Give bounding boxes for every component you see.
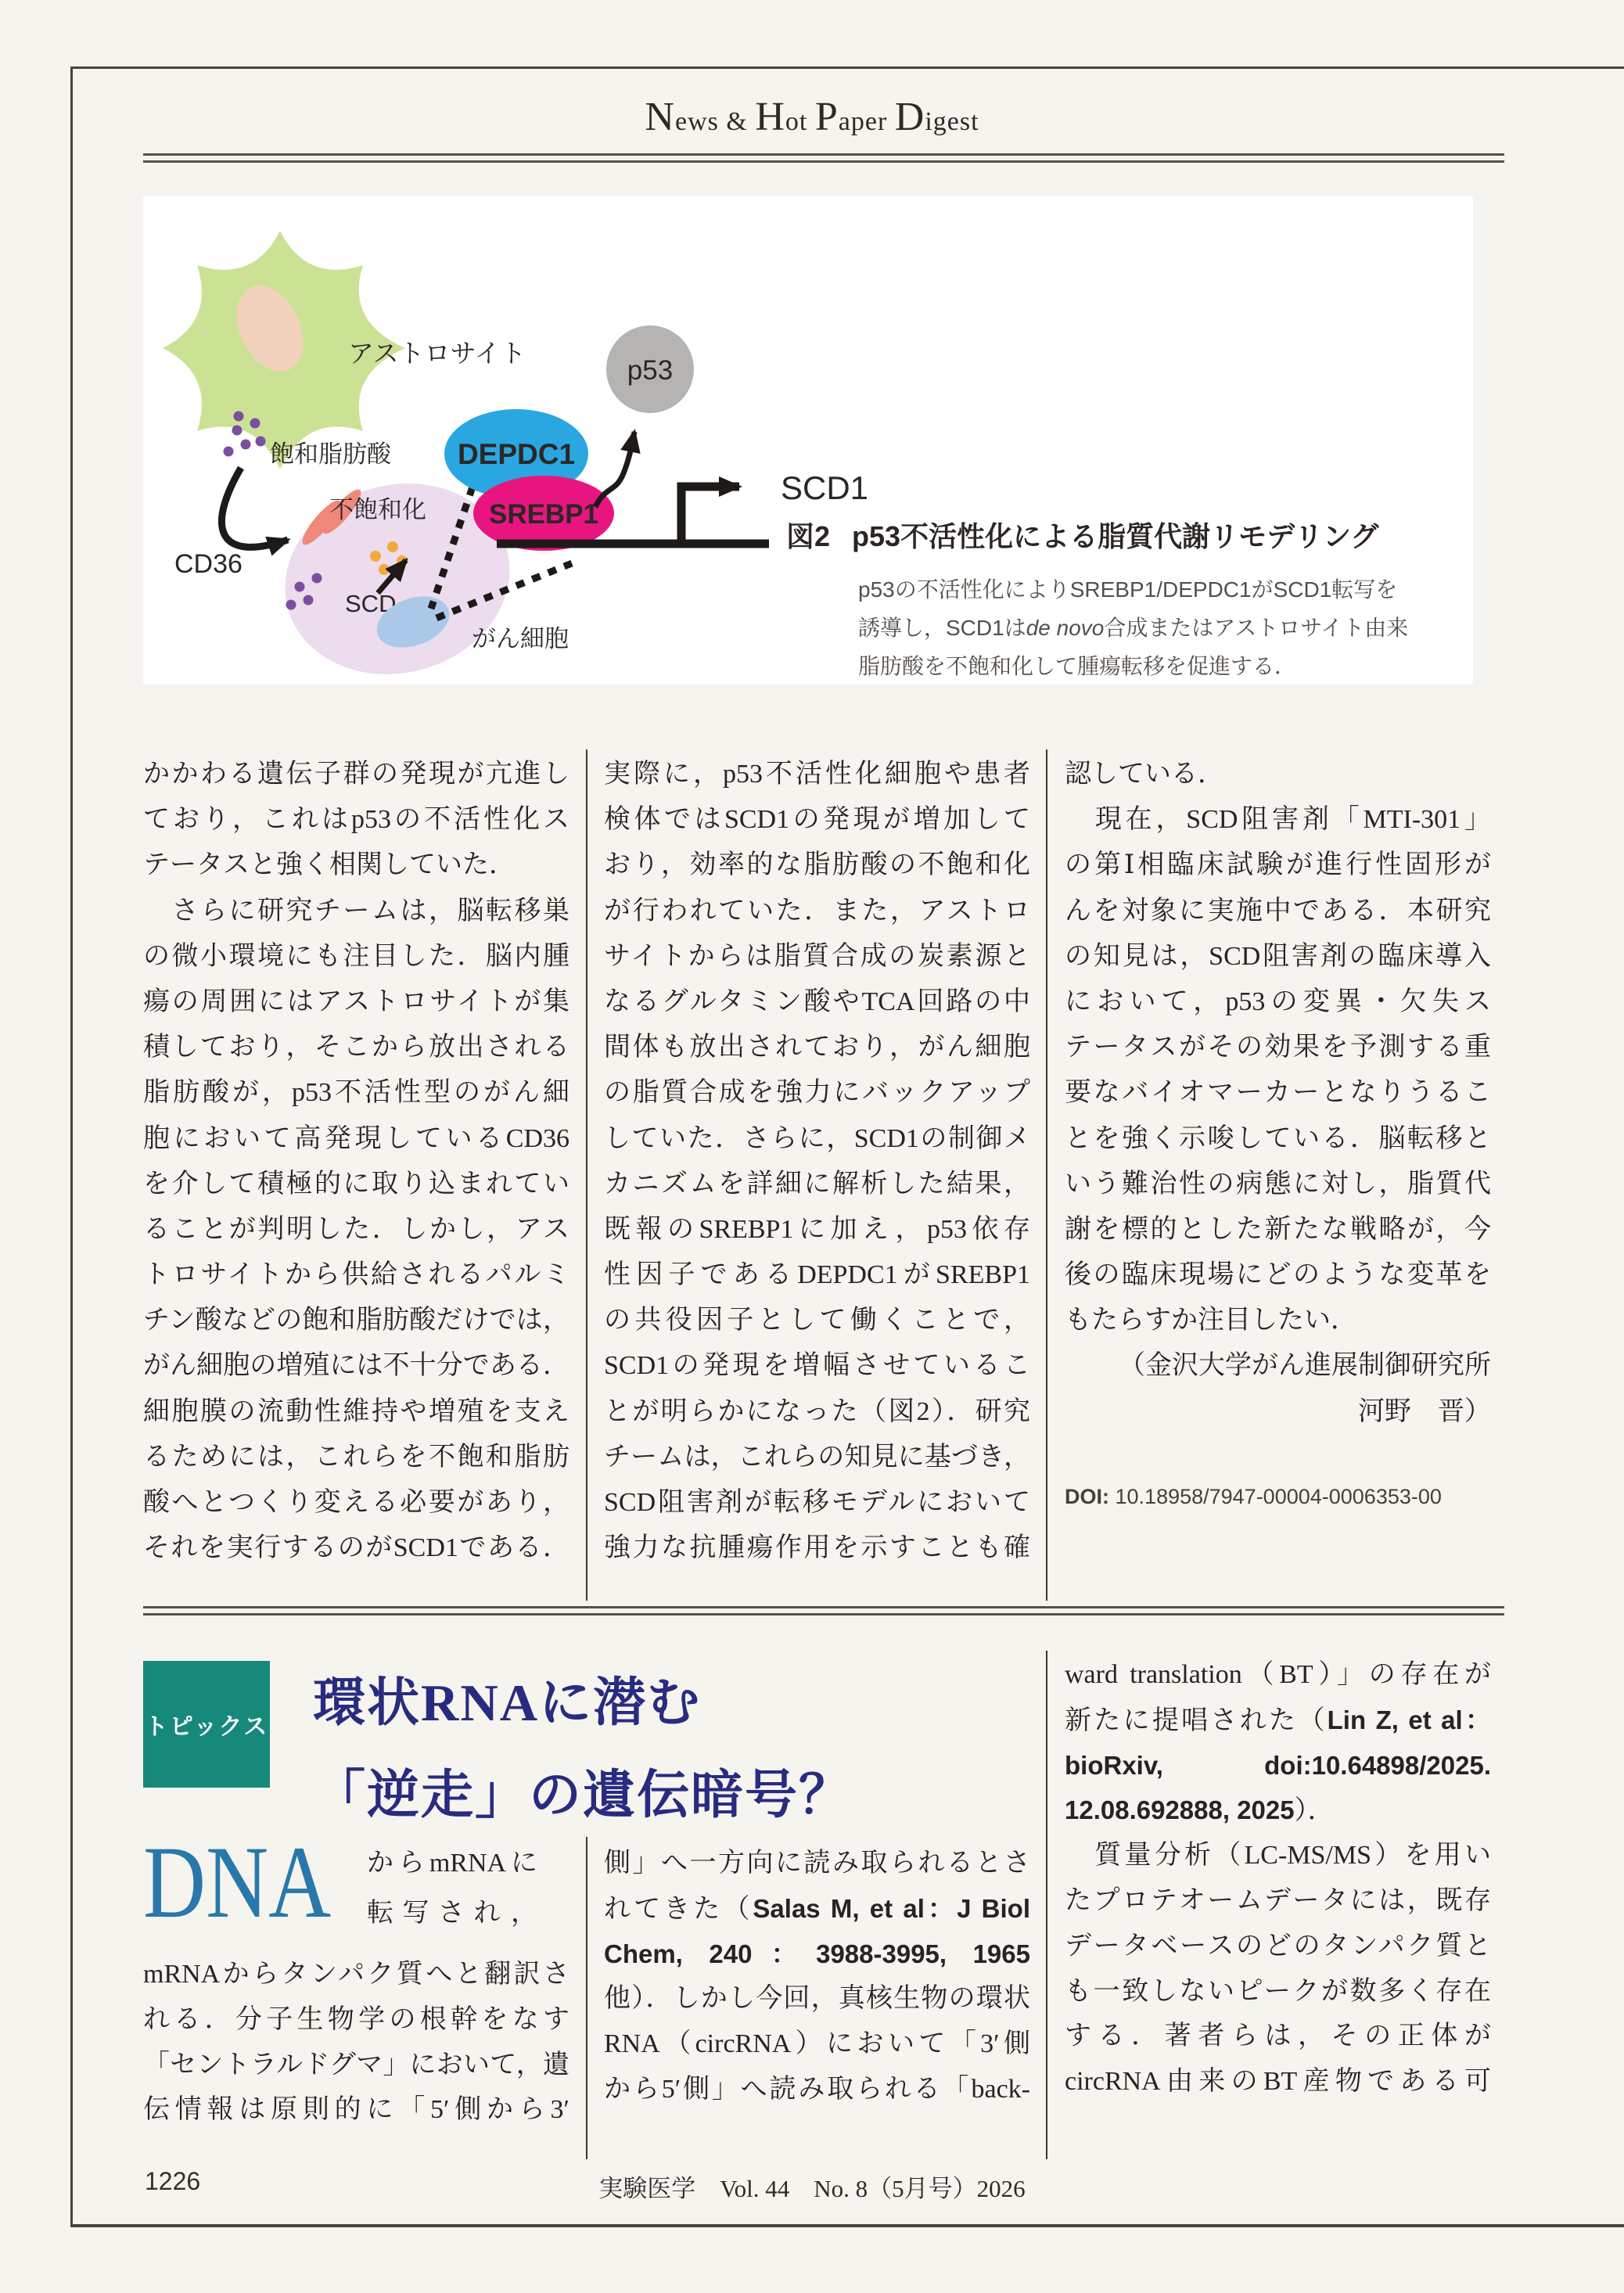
- article-text-line: 要なバイオマーカーとなりうるこ: [1065, 1078, 1491, 1108]
- figure-caption-line: 誘導し，SCD1はde novo合成またはアストロサイト由来: [858, 616, 1409, 640]
- page-header: [0, 94, 1624, 140]
- article-text-line: において，p53の変異・欠失ス: [1065, 987, 1491, 1016]
- article-text-line: さらに研究チームは，脳転移巣: [143, 896, 569, 925]
- astrocyte-label: アストロサイト: [348, 339, 526, 368]
- desaturation-label: 不飽和化: [329, 496, 426, 523]
- article-text-line: もたらすか注目したい．: [1065, 1306, 1357, 1335]
- topics-text-line: 質量分析（LC-MS/MS）を用い: [1065, 1841, 1491, 1871]
- dropcap-dna: DNA: [143, 1824, 332, 1939]
- page-number: 1226: [145, 2167, 201, 2195]
- topics-text-line: 「セントラルドグマ」において，遺: [143, 2050, 569, 2079]
- cd36-label: CD36: [174, 549, 243, 579]
- article-text-line: の微小環境にも注目した．脳内腫: [143, 941, 569, 971]
- article-text-line: 河野 晋）: [1358, 1396, 1491, 1426]
- topics-title: [313, 1657, 1095, 1842]
- footer-journal-info: 実験医学 Vol. 44 No. 8（5月号）2026: [598, 2175, 1026, 2202]
- topics-column-2: [604, 1841, 1030, 2112]
- topics-text-line: bioRxiv, doi:10.64898/2025.: [1065, 1750, 1491, 1780]
- article-text-line: テータスと強く相関していた．: [143, 850, 516, 880]
- article-text-line: の脂質合成を強力にバックアップ: [604, 1078, 1030, 1108]
- article-text-line: それを実行するのがSCD1である．: [143, 1533, 569, 1563]
- column-rule: [586, 749, 587, 1601]
- topics-column-1-dropcap-side: [367, 1838, 537, 1939]
- article-text-line: サイトからは脂質合成の炭素源と: [604, 941, 1030, 971]
- article-column-1: [143, 752, 569, 1571]
- article-text-line: の共役因子として働くことで，: [604, 1306, 1030, 1335]
- topics-text-line: 12.08.692888, 2025）．: [1065, 1795, 1335, 1826]
- figure-caption-header: [786, 515, 1475, 555]
- topics-column-1: [143, 1952, 569, 2133]
- article-text-line: チン酸などの飽和脂肪酸だけでは，: [143, 1306, 569, 1335]
- topics-text-line: 新たに提唱された（Lin Z, et al：: [1065, 1705, 1491, 1735]
- article-text-line: 既報のSREBP1に加え，p53依存: [604, 1214, 1030, 1244]
- figure-caption-line: 脂肪酸を不飽和化して腫瘍転移を促進する．: [858, 654, 1297, 678]
- article-text-line: とを強く示唆している．脳転移と: [1065, 1123, 1491, 1153]
- article-text-line: ており，これはp53の不活性化ス: [143, 805, 569, 835]
- article-text-line: 後の臨床現場にどのような変革を: [1065, 1260, 1491, 1290]
- srebp1-label: SREBP1: [488, 499, 599, 530]
- doi-label: DOI:: [1065, 1485, 1109, 1508]
- article-text-line: 酸へとつくり変える必要があり，: [143, 1488, 569, 1517]
- column-rule: [1046, 749, 1047, 1601]
- uptake-arrow: [221, 468, 288, 547]
- article-text-line: の知見は，SCD阻害剤の臨床導入: [1065, 941, 1491, 971]
- transcription-arrow: [681, 487, 739, 548]
- article-text-line: SCD1の発現を増幅させているこ: [604, 1351, 1030, 1381]
- topics-text-line: からmRNAに: [367, 1849, 537, 1878]
- article-text-line: （金沢大学がん進展制御研究所: [1119, 1351, 1491, 1381]
- article-text-line: 現在，SCD阻害剤「MTI-301」: [1065, 805, 1491, 835]
- figure-caption-body: [858, 570, 1484, 685]
- figure-caption-title: p53不活性化による脂質代謝リモデリング: [852, 520, 1379, 552]
- column-rule: [1046, 1651, 1047, 2159]
- article-text-line: 謝を標的とした新たな戦略が，今: [1065, 1214, 1491, 1244]
- depdc1-label: DEPDC1: [457, 438, 576, 470]
- topics-text-line: 転写され，: [367, 1899, 537, 1928]
- article-text-line: 性因子であるDEPDC1がSREBP1: [604, 1260, 1030, 1290]
- article-text-line: 実際に，p53不活性化細胞や患者: [604, 760, 1030, 789]
- article-text-line: 細胞膜の流動性維持や増殖を支え: [143, 1396, 569, 1426]
- article-text-line: おり，効率的な脂肪酸の不飽和化: [604, 850, 1030, 880]
- figure-number: 図2: [786, 520, 831, 552]
- article-text-line: 強力な抗腫瘍作用を示すことも確: [604, 1533, 1030, 1563]
- article-text-line: 瘍の周囲にはアストロサイトが集: [143, 987, 569, 1016]
- topics-text-line: れる．分子生物学の根幹をなす: [143, 2004, 569, 2034]
- article-text-line: チームは，これらの知見に基づき，: [604, 1442, 1030, 1472]
- article-text-line: の第Ⅰ相臨床試験が進行性固形が: [1065, 850, 1491, 880]
- topics-text-line: れてきた（Salas M, et al：J Biol: [604, 1893, 1030, 1924]
- article-text-line: なるグルタミン酸やTCA回路の中: [604, 987, 1030, 1016]
- topics-text-line: circRNA由来のBT産物である可: [1065, 2067, 1491, 2097]
- article-text-line: 認している．: [1065, 760, 1224, 789]
- topics-text-line: 他）．しかし今回，真核生物の環状: [604, 1984, 1030, 2014]
- topics-text-line: する．著者らは，その正体が: [1065, 2022, 1491, 2051]
- article-text-line: を介して積極的に取り込まれてい: [143, 1169, 569, 1199]
- topics-text-line: ward translation（BT）」の存在が: [1065, 1660, 1491, 1689]
- column-rule: [586, 1837, 587, 2159]
- figure-panel: [143, 196, 1473, 685]
- topics-text-line: も一致しないピークが数多く存在: [1065, 1976, 1491, 2006]
- section-double-rule: [143, 1606, 1504, 1616]
- doi-line: [1065, 1485, 1491, 1509]
- saturated-fatty-acid-label: 飽和脂肪酸: [270, 440, 391, 468]
- article-text-line: 間体も放出されており，がん細胞: [604, 1033, 1030, 1062]
- topics-text-line: たプロテオームデータには，既存: [1065, 1885, 1491, 1915]
- topics-text-line: 側」へ一方向に読み取られるとさ: [604, 1849, 1030, 1878]
- topics-badge: トピックス: [143, 1661, 270, 1788]
- article-column-2: [604, 752, 1030, 1571]
- doi-value: 10.18958/7947-00004-0006353-00: [1115, 1485, 1442, 1508]
- article-text-line: 脂肪酸が，p53不活性型のがん細: [143, 1078, 569, 1108]
- article-text-line: 胞において高発現しているCD36: [143, 1123, 569, 1153]
- topics-title-line: 「逆走」の遺伝暗号？: [313, 1766, 853, 1824]
- article-text-line: カニズムを詳細に解析した結果，: [604, 1169, 1030, 1199]
- cancer-cell-label: がん細胞: [472, 625, 569, 652]
- article-text-line: いう難治性の病態に対し，脂質代: [1065, 1169, 1491, 1199]
- article-text-line: とが明らかになった（図2）．研究: [604, 1396, 1030, 1426]
- article-text-line: SCD阻害剤が転移モデルにおいて: [604, 1488, 1030, 1517]
- p53-squiggle-arrow: [595, 432, 634, 507]
- topics-title-line: 環状RNAに潜む: [313, 1674, 702, 1732]
- article-text-line: テータスがその効果を予測する重: [1065, 1033, 1491, 1062]
- article-text-line: が行われていた．また，アストロ: [604, 896, 1030, 925]
- article-text-line: トロサイトから供給されるパルミ: [143, 1260, 569, 1290]
- header-title: News & Hot Paper Digest: [645, 95, 979, 139]
- article-column-3: [1065, 752, 1491, 1435]
- header-double-rule: [143, 153, 1504, 163]
- topics-text-line: mRNAからタンパク質へと翻訳さ: [143, 1960, 569, 1989]
- scd-label: SCD: [345, 590, 397, 617]
- topics-column-3: [1065, 1652, 1491, 2104]
- article-text-line: るためには，これらを不飽和脂肪: [143, 1442, 569, 1472]
- article-text-line: かかわる遺伝子群の発現が亢進し: [143, 760, 569, 789]
- p53-label: p53: [627, 355, 674, 386]
- article-text-line: ることが判明した．しかし，アス: [143, 1214, 569, 1244]
- scd1-label: SCD1: [781, 469, 869, 506]
- article-text-line: していた．さらに，SCD1の制御メ: [604, 1123, 1030, 1153]
- article-text-line: んを対象に実施中である．本研究: [1065, 896, 1491, 925]
- figure-caption: [786, 515, 1475, 685]
- article-text-line: 検体ではSCD1の発現が増加して: [604, 805, 1030, 835]
- topics-text-line: データベースのどのタンパク質と: [1065, 1931, 1491, 1961]
- topics-text-line: から5′側」へ読み取られる「back-: [604, 2074, 1030, 2104]
- article-text-line: 積しており，そこから放出される: [143, 1033, 569, 1062]
- article-text-line: がん細胞の増殖には不十分である．: [143, 1351, 569, 1381]
- topics-text-line: Chem, 240：3988-3995, 1965: [604, 1939, 1030, 1968]
- topics-text-line: RNA（circRNA）において「3′側: [604, 2029, 1030, 2059]
- figure-caption-line: p53の不活性化によりSREBP1/DEPDC1がSCD1転写を: [858, 577, 1398, 602]
- topics-text-line: 伝情報は原則的に「5′側から3′: [143, 2095, 569, 2125]
